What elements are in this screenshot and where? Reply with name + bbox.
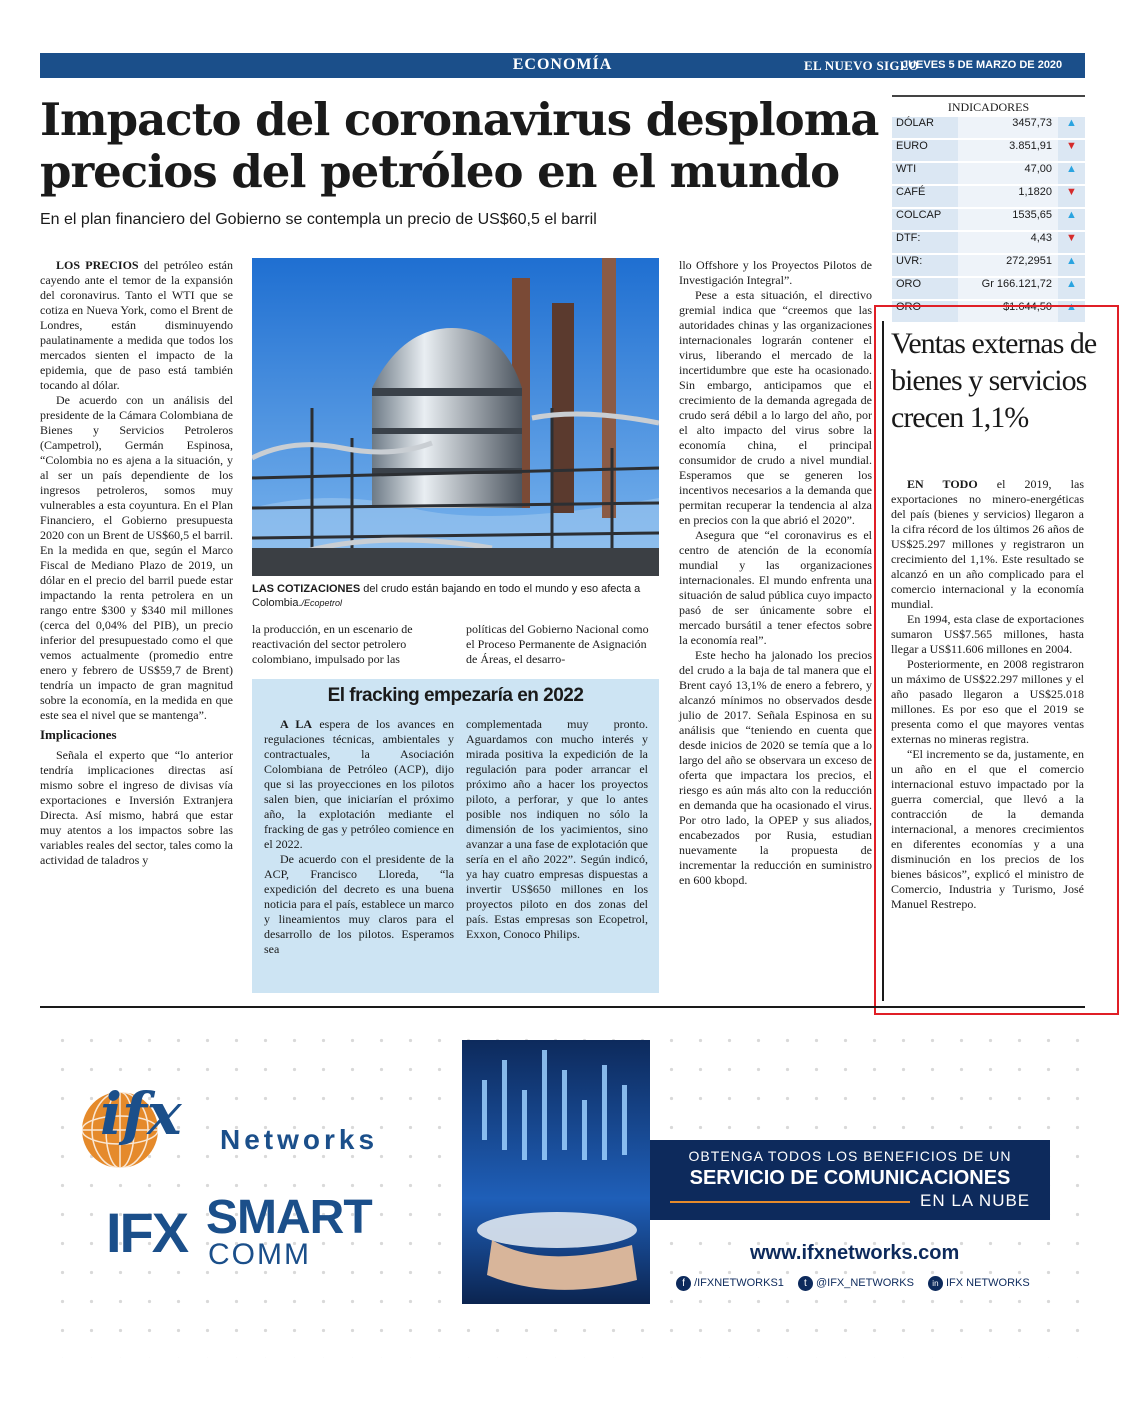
paragraph-text: “El incremento se da, justamente, en un año en el que el comercio internacional estuvo impactado por la guerra comercial, que llevó a la contracción de la demanda internacional, a menores crecimientos en diferentes economías y a una disminución en los precios de los bienes básicos”, explicó el ministro de Comercio, Industria y Turismo, José Manuel Restrepo. [891,747,1084,911]
caption-text: del crudo están bajando en todo el mundo y eso afecta a Colombia. [252,583,641,609]
indicator-name: ORO [896,301,922,313]
article-headline: Impacto del coronavirus desploma precios del petróleo en el mundo [40,93,879,198]
page-divider [40,1006,1085,1008]
paragraph-text: Señala el experto que “lo anterior tendría implicaciones directas así mismo sobre el ingreso de divisas vía exportaciones e Inversión Extranjera Directa. Así mismo, habrá que estar muy atentos a los impactos sobre las variables reales del sector, tales como la actividad de taladros y [40,748,233,867]
fracking-title: El fracking empezaría en 2022 [327,685,584,706]
indicator-row [892,255,1085,278]
indicator-value: 3457,73 [958,117,1058,138]
article-paragraph [264,717,454,852]
indicator-name: DÓLAR [896,117,934,129]
article-paragraph [40,393,233,723]
indicator-row [892,209,1085,232]
paragraph-text: Posteriormente, en 2008 registraron un máximo de US$22.297 millones y el año pasado llegaron a US$25.018 millones. Es por eso que el 2019 se presenta como el que mayores ventas externas no mineras registra. [891,657,1084,746]
advertisement [40,1018,1085,1358]
arrow-down-icon: ▼ [1066,140,1077,152]
ad-line-2: SERVICIO DE COMUNICACIONES [689,1167,1011,1189]
indicator-row [892,117,1085,140]
paragraph-text: De acuerdo con el presidente de la ACP, Francisco Lloreda, “la expedición del decreto es una buena noticia para el país, establece un marco y lineamientos muy claros para el desarrollo de los pilotos. Esperamos sea [264,852,454,956]
facebook-icon: f [676,1276,691,1291]
paragraph-text: De acuerdo con un análisis del presidente de la Cámara Colombiana de Bienes y Servicios Petroleros (Campetrol), Germán Espinosa, “Colombia no es ajena a la situación, y al ser un país dependiente de los ingresos petroleros, somos muy vulnerables a esta coyuntura. En el Plan Financiero, el Gobierno presupuesta 2020 con un Brent de US$60,5 el barril. En la medida en que, según el Marco Fiscal de Mediano Plazo de 2019, un dólar en el precio del barril puede estar impactando la renta petrolera en un rango entre $300 y $340 mil millones (cerca del 0,04% del PIB), un precio inferior del presupuestado como el que vemos actualmente (promedio entre enero y febrero de US$59,7 de Brent) tendría un impacto de gran magnitud sobre la economía, en la medida en que este sea el nivel que se mantenga”. [40,393,233,722]
ifx-logo-letters: ifx [100,1080,182,1148]
arrow-up-icon: ▲ [1066,278,1077,290]
indicator-row [892,163,1085,186]
paragraph-text: En 1994, esta clase de exportaciones sumaron US$7.565 millones, hasta llegar a US$11.606 millones en 2004. [891,612,1084,656]
lead-words: LOS PRECIOS [56,258,139,272]
ad-line-1: OBTENGA TODOS LOS BENEFICIOS DE UN [688,1148,1012,1164]
indicator-row [892,140,1085,163]
article-paragraph [264,852,454,957]
ad-orange-rule [670,1201,910,1203]
facebook-handle: /IFXNETWORKS1 [694,1277,784,1289]
indicator-value: 1535,65 [958,209,1058,230]
paragraph-text: Este hecho ha jalonado los precios del crudo a la baja de tal manera que el Brent cayó 13,1% de enero a febrero, y alcanzó mínimos no observados desde julio de 2017. Señala Espinosa en su análisis que “teniendo en cuenta que desde inicios de 2020 se temía que a lo largo del año se observara un exceso de oferta que impactara los precios, el riesgo es aún más alto con la reducción en demanda que ha ocasionado el virus. Por otro lado, la OPEP y sus aliados, encabezados por Rusia, estudian nuevamente la propuesta de incrementar la reducción en suministro en 600 kbopd. [679,648,872,887]
sidebar-title: Ventas externas de bienes y servicios crecen 1,1% [891,327,1097,434]
indicator-value: 272,2951 [958,255,1058,276]
section-header-bar [40,53,1116,78]
caption-credit: /Ecopetrol [301,598,343,608]
article-paragraph [891,747,1084,912]
brand-smart: SMART [206,1191,372,1244]
fracking-column-2 [466,717,648,942]
indicators-table [892,95,1085,324]
arrow-down-icon: ▼ [1066,232,1077,244]
lead-words: EN TODO [907,477,978,491]
section-name: ECONOMÍA [512,56,613,73]
article-paragraph [40,258,233,393]
article-paragraph [679,288,872,528]
indicator-row [892,186,1085,209]
article-column-2: la producción, en un escenario de reactivación del sector petrolero colombiano, impulsado por las [252,622,413,666]
article-paragraph [891,612,1084,657]
article-paragraph [40,748,233,868]
indicator-row [892,278,1085,301]
sidebar-rule [882,321,884,1001]
arrow-up-icon: ▲ [1066,255,1077,267]
twitter-icon: t [798,1276,813,1291]
article-column-1 [40,258,233,868]
fracking-box [252,679,659,993]
arrow-up-icon: ▲ [1066,301,1077,313]
article-paragraph [891,657,1084,747]
article-paragraph [679,648,872,888]
lead-words: A LA [280,717,313,731]
ad-url[interactable]: www.ifxnetworks.com [750,1242,960,1264]
indicator-name: WTI [896,163,917,175]
arrow-up-icon: ▲ [1066,163,1077,175]
indicator-name: EURO [896,140,928,152]
page-number: 3B [1094,55,1116,74]
refinery-photo [252,258,659,576]
phone-chart-illustration [462,1040,650,1304]
indicator-value: 4,43 [958,232,1058,253]
paragraph-text: llo Offshore y los Proyectos Pilotos de Investigación Integral”. [679,258,872,287]
issue-date: JUEVES 5 DE MARZO DE 2020 [902,59,1063,71]
paragraph-text: el 2019, las exportaciones no minero-energéticas del país (bienes y servicios) llegaron a la cifra récord de los últimos 26 años de US$25.297 millones y registraron un crecimiento del 1,1%. Este resultado se alcanzó en un año complicado para el comercio internacional y la economía mundial. [891,477,1084,611]
brand-comm: COMM [208,1238,311,1271]
paragraph-text: espera de los avances en regulaciones técnicas, ambientales y contractuales, la Asociación Colombiana de Petróleo (ACP), dijo que si las proyecciones en los pilotos salen bien, que iniciarían el próximo año, la explotación mediante el fracking de gas y petróleo comience en el 2022. [264,717,454,851]
brand-ifx: IFX [106,1201,188,1264]
indicators-title: INDICADORES [892,97,1085,117]
indicator-name: COLCAP [896,209,942,221]
ad-banner [650,1140,1050,1220]
article-column-4 [679,258,872,888]
linkedin-handle: IFX NETWORKS [945,1277,1030,1289]
refinery-illustration [252,258,659,576]
twitter-link[interactable] [798,1276,914,1291]
ifx-logo-word: Networks [220,1124,379,1155]
linkedin-icon: in [928,1276,943,1291]
ad-line-3: EN LA NUBE [920,1191,1031,1210]
article-column-3: políticas del Gobierno Nacional como el Proceso Permanente de Asignación de Áreas, el desarro- [466,622,649,666]
caption-lead: LAS COTIZACIONES [252,583,361,595]
arrow-down-icon: ▼ [1066,186,1077,198]
indicators-rows [892,117,1085,324]
twitter-handle: @IFX_NETWORKS [815,1277,914,1289]
indicator-value: 47,00 [958,163,1058,184]
ad-visual [462,1040,650,1304]
photo-caption [252,582,659,610]
article-subhead: Implicaciones [40,727,117,742]
indicator-name: CAFÉ [896,186,926,198]
article-paragraph [891,477,1084,612]
indicator-value: 1,1820 [958,186,1058,207]
fracking-paragraph: complementada muy pronto. Aguardamos con mucho interés y mirada positiva la expedición de la regulación para poder arrancar el próximo año a hacer los proyectos piloto, a perforar, y que lo antes posible nos indiquen no sólo la dimensión de los yacimientos, sino avanzar a una fase de explotación que sería en el año 2022”. Según indicó, ya hay cuatro empresas dispuestas a invertir US$650 millones en los proyectos piloto en dos zonas del país. Estas empresas son Ecopetrol, Exxon, Conoco Philips. [466,717,648,941]
indicator-name: DTF: [896,232,921,244]
indicator-value: Gr 166.121,72 [958,278,1058,299]
facebook-link[interactable] [676,1276,784,1291]
arrow-up-icon: ▲ [1066,117,1077,129]
indicator-value: 3.851,91 [958,140,1058,161]
indicator-row [892,232,1085,255]
article-paragraph [679,528,872,648]
arrow-up-icon: ▲ [1066,209,1077,221]
newspaper-name: EL NUEVO SIGLO [804,58,920,73]
paragraph-text: Pese a esta situación, el directivo gremial indica que “creemos que las autoridades chinas y las organizaciones internacionales lograrán contener el virus, liberando el mercado de la incertidumbre que este ha ocasionado. Sin embargo, anticipamos que el crecimiento de la demanda agregada de crudo será débil a lo largo del año, por el alto impacto del virus sobre la economía china, el principal consumidor de crudo a nivel mundial. Esperamos que se generen los incentivos necesarios a la demanda que permitan recuperar la tendencia al alza en precios con la que abrió el 2020”. [679,288,872,527]
sidebar-box [874,305,1119,1015]
article-deck: En el plan financiero del Gobierno se contempla un precio de US$60,5 el barril [40,211,597,228]
indicator-name: ORO [896,278,922,290]
indicator-name: UVR: [896,255,923,267]
paragraph-text: del petróleo están cayendo ante el temor de la expansión del coronavirus. Tanto el WTI que se cotiza en Nueva York, como el Brent de Londres, están disminuyendo paulatinamente a medida que todos los mercados sienten el impacto de la epidemia, que de paso está también tocando al dólar. [40,258,233,392]
article-paragraph [679,258,872,288]
sidebar-body [891,477,1084,912]
paragraph-text: Asegura que “el coronavirus es el centro de atención de la economía mundial y las organizaciones internacionales. El mundo enfrenta una situación de salud pública cuyo impacto pasó de ser únicamente sobre el mercado bursátil a tener efectos sobre la economía real”. [679,528,872,647]
ad-social [676,1276,1066,1291]
indicator-value: $1.644,50 [958,301,1058,322]
linkedin-link[interactable] [928,1276,1030,1291]
fracking-column-1 [264,717,454,957]
